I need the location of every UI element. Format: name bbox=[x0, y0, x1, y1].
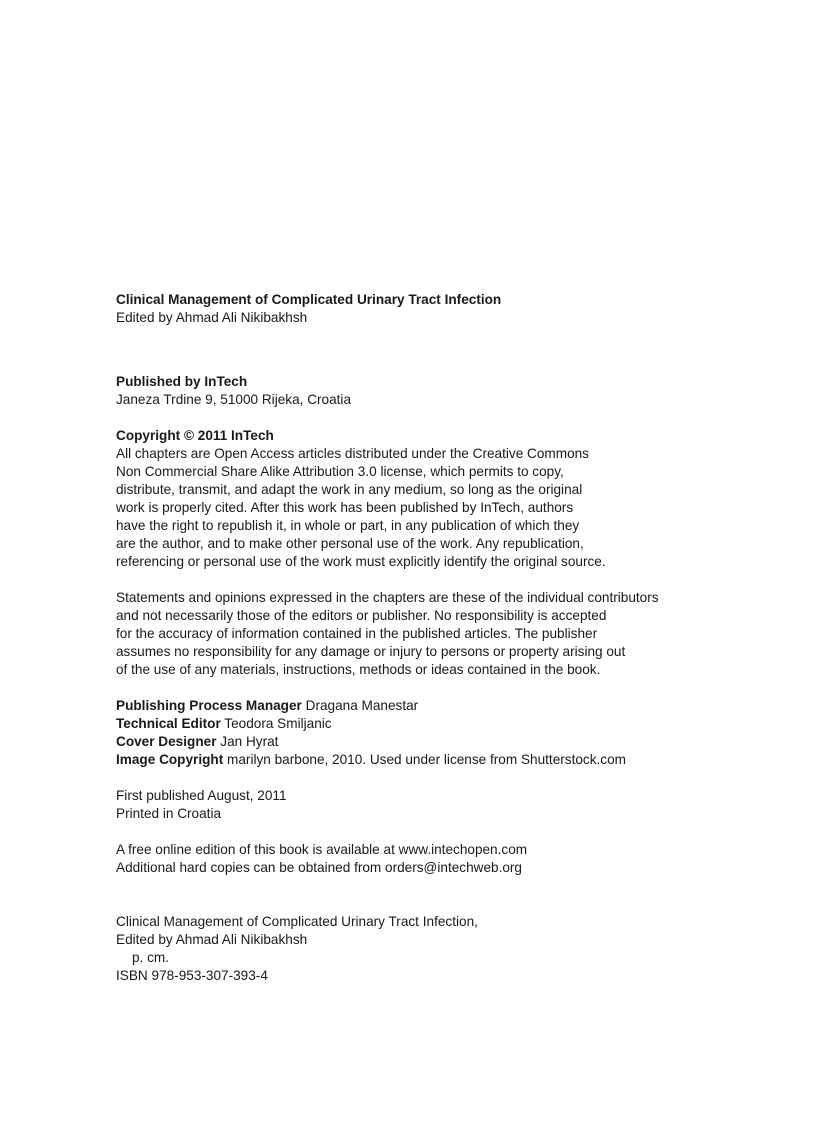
catalog-block bbox=[116, 913, 776, 985]
credit-cover-designer bbox=[116, 733, 776, 751]
credit-technical-editor bbox=[116, 715, 776, 733]
credit-role: Cover Designer bbox=[116, 734, 217, 749]
statement-line: assumes no responsibility for any damage or injury to persons or property arising out bbox=[116, 644, 626, 659]
book-title: Clinical Management of Complicated Urinary Tract Infection bbox=[116, 292, 502, 307]
catalog-title: Clinical Management of Complicated Urinary Tract Infection, bbox=[116, 914, 478, 929]
credit-role: Image Copyright bbox=[116, 752, 224, 767]
hard-copies: Additional hard copies can be obtained from orders@intechweb.org bbox=[116, 860, 522, 875]
publisher-block bbox=[116, 373, 776, 409]
title-block bbox=[116, 291, 776, 327]
copyright-line: have the right to republish it, in whole or part, in any publication of which they bbox=[116, 518, 580, 533]
statement-line: of the use of any materials, instructions, methods or ideas contained in the book. bbox=[116, 662, 601, 677]
online-edition: A free online edition of this book is available at www.intechopen.com bbox=[116, 842, 528, 857]
publication-block bbox=[116, 787, 776, 823]
statement-line: Statements and opinions expressed in the chapters are these of the individual contributors bbox=[116, 590, 659, 605]
credit-name: Jan Hyrat bbox=[220, 734, 279, 749]
copyright-block bbox=[116, 427, 776, 571]
credit-name: Dragana Manestar bbox=[305, 698, 419, 713]
copyright-line: Non Commercial Share Alike Attribution 3.0 license, which permits to copy, bbox=[116, 464, 564, 479]
credit-role: Publishing Process Manager bbox=[116, 698, 302, 713]
credit-process-manager bbox=[116, 697, 776, 715]
first-published: First published August, 2011 bbox=[116, 788, 287, 803]
copyright-line: distribute, transmit, and adapt the work in any medium, so long as the original bbox=[116, 482, 583, 497]
statement-line: for the accuracy of information contained in the published articles. The publisher bbox=[116, 626, 598, 641]
credit-name: Teodora Smiljanic bbox=[224, 716, 332, 731]
copyright-line: All chapters are Open Access articles distributed under the Creative Commons bbox=[116, 446, 589, 461]
credits-block bbox=[116, 697, 776, 769]
copyright-line: are the author, and to make other personal use of the work. Any republication, bbox=[116, 536, 584, 551]
credit-image-copyright bbox=[116, 751, 776, 769]
edited-by: Edited by Ahmad Ali Nikibakhsh bbox=[116, 310, 308, 325]
printed-in: Printed in Croatia bbox=[116, 806, 222, 821]
credit-name: marilyn barbone, 2010. Used under license from Shutterstock.com bbox=[227, 752, 626, 767]
availability-block bbox=[116, 841, 776, 877]
statements-block bbox=[116, 589, 776, 679]
publisher-address: Janeza Trdine 9, 51000 Rijeka, Croatia bbox=[116, 392, 352, 407]
copyright-page bbox=[116, 291, 776, 985]
statement-line: and not necessarily those of the editors or publisher. No responsibility is accepted bbox=[116, 608, 607, 623]
copyright-heading: Copyright © 2011 InTech bbox=[116, 428, 274, 443]
catalog-editor: Edited by Ahmad Ali Nikibakhsh bbox=[116, 932, 308, 947]
publisher-heading: Published by InTech bbox=[116, 374, 248, 389]
catalog-isbn: ISBN 978-953-307-393-4 bbox=[116, 968, 268, 983]
copyright-line: referencing or personal use of the work must explicitly identify the original source. bbox=[116, 554, 606, 569]
catalog-pages: p. cm. bbox=[132, 950, 170, 965]
copyright-line: work is properly cited. After this work has been published by InTech, authors bbox=[116, 500, 574, 515]
credit-role: Technical Editor bbox=[116, 716, 221, 731]
